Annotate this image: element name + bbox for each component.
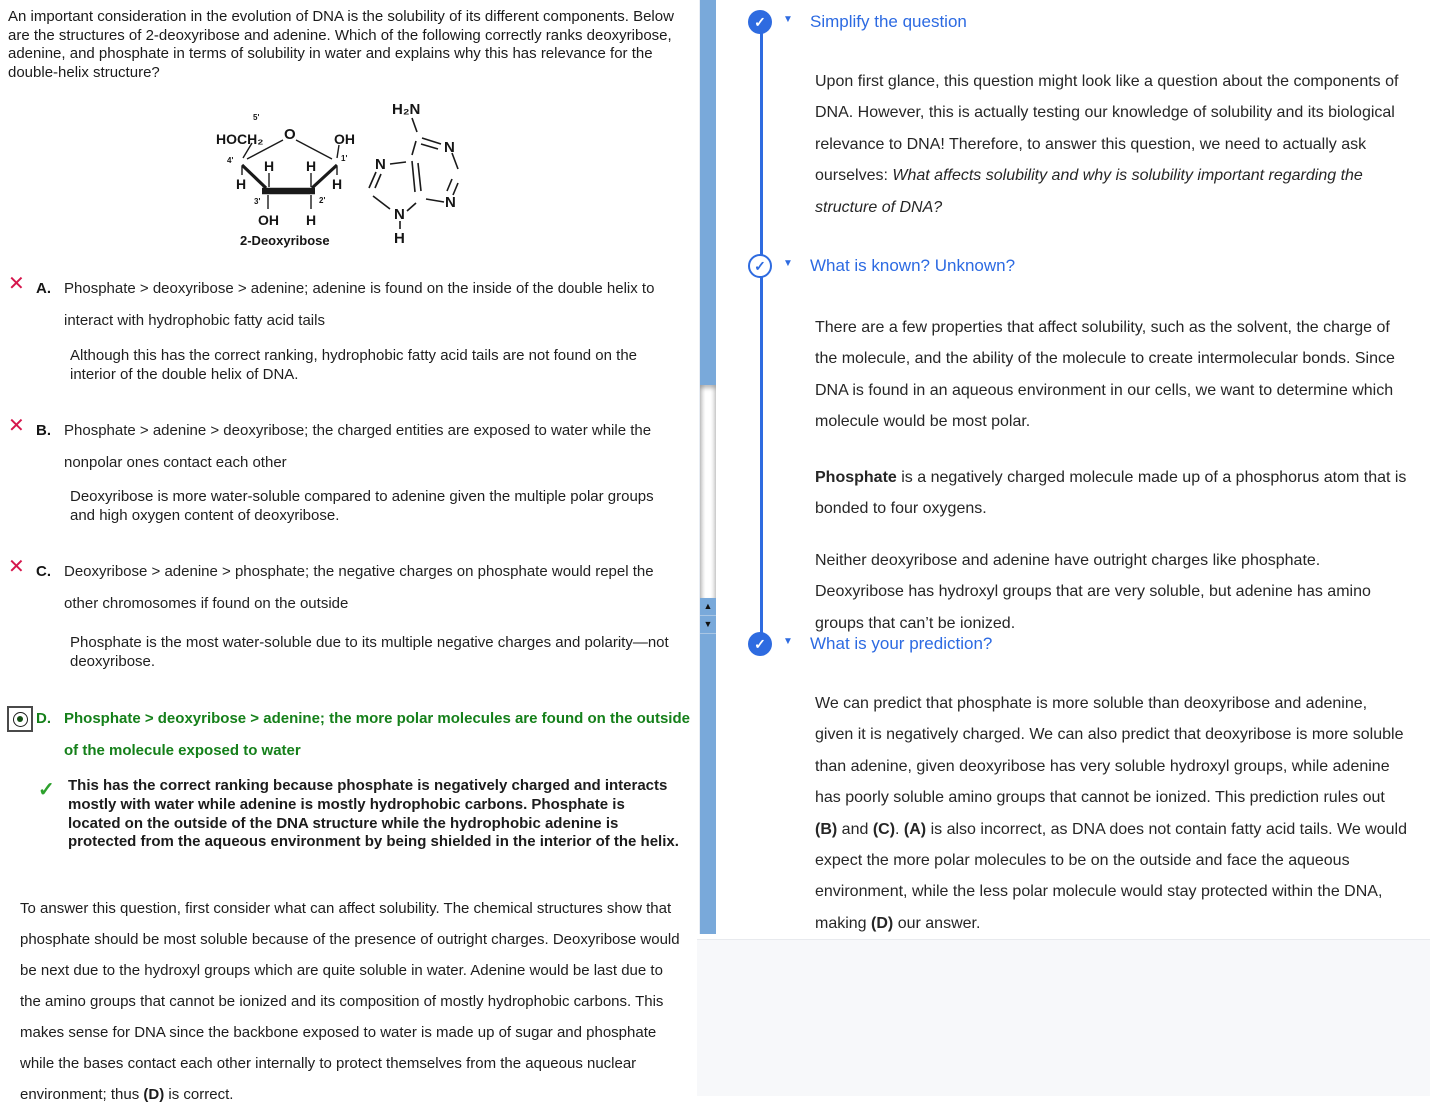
step-check-outline-icon: ✓ — [748, 254, 772, 278]
option-c-explanation: Phosphate is the most water-soluble due to its multiple negative charges and polarity—not deoxyribose. — [70, 634, 669, 670]
label-5-prime: 5' — [253, 113, 260, 122]
incorrect-icon: ✕ — [8, 273, 25, 295]
scroll-up-button[interactable] — [700, 598, 716, 616]
incorrect-icon: ✕ — [8, 556, 25, 578]
question-panel — [0, 0, 697, 1103]
section-known-paragraph-2: Phosphate is a negatively charged molecule made up of a phosphorus atom that is bonded to four oxygens. — [815, 469, 1407, 518]
label-2-prime: 2' — [319, 196, 326, 205]
option-d-letter: D. — [36, 710, 51, 727]
collapse-caret-icon[interactable]: ▼ — [783, 636, 793, 647]
label-h-bottom: H — [306, 212, 317, 228]
label-n9: N — [394, 206, 405, 223]
step-check-filled-icon: ✓ — [748, 632, 772, 656]
option-d-explanation: This has the correct ranking because phosphate is negatively charged and interacts mostly with water while adenine is mostly hydrophobic carbons. Phosphate is located on the outside of the DNA structure while the hydrophobic adenine is protected from the aqueous environment by being shielded in the interior of the helix. — [68, 777, 679, 851]
explanation-panel — [720, 0, 1430, 939]
section-known-paragraph-3: Neither deoxyribose and adenine have outright charges like phosphate. Deoxyribose has hydroxyl groups that are very soluble, but adenine has amino groups that can’t be ionized. — [815, 552, 1371, 632]
section-simplify-body: Upon first glance, this question might look like a question about the components of DNA. However, this is actually testing our knowledge of solubility and its biological relevance to DNA! Therefore, to answer this question, we need to actually ask ourselves: What affects solubility and why is solubility important regarding the structure of DNA? — [815, 73, 1399, 216]
label-h2n: H₂N — [392, 101, 421, 118]
scroll-up-icon: ▲ — [703, 601, 713, 611]
option-c-letter: C. — [36, 563, 51, 580]
question-text: An important consideration in the evolution of DNA is the solubility of its different components. Below are the structures of 2-deoxyribose and adenine. Which of the following correctly ranks deoxyribose, adenine, and phosphate in terms of solubility in water and explains why this has relevance for the double-helix structure? — [8, 8, 674, 82]
structures-svg — [200, 95, 500, 253]
option-c-text: Deoxyribose > adenine > phosphate; the negative charges on phosphate would repel the other chromosomes if found on the outside — [64, 563, 654, 612]
label-n1: N — [444, 139, 455, 156]
collapse-caret-icon[interactable]: ▼ — [783, 258, 793, 269]
label-4-prime: 4' — [227, 156, 234, 165]
section-prediction-header[interactable] — [720, 632, 1420, 658]
label-ring-o: O — [284, 126, 296, 143]
option-b-explanation: Deoxyribose is more water-soluble compared to adenine given the multiple polar groups and high oxygen content of deoxyribose. — [70, 488, 654, 524]
option-a-text: Phosphate > deoxyribose > adenine; adenine is found on the inside of the double helix to interact with hydrophobic fatty acid tails — [64, 280, 655, 329]
incorrect-icon: ✕ — [8, 415, 25, 437]
section-prediction-body: We can predict that phosphate is more soluble than deoxyribose and adenine, given it is negatively charged. We can also predict that deoxyribose is more soluble than adenine, given deoxyribose has very soluble hydroxyl groups, while adenine has poorly soluble amino groups that cannot be ionized. This prediction rules out (B) and (C). (A) is also incorrect, as DNA does not contain fatty acid tails. We would expect the more polar molecules to be on the outside and face the aqueous environment, while the less polar molecule would stay protected within the DNA, making (D) our answer. — [815, 695, 1407, 932]
label-hoch2: HOCH₂ — [216, 131, 264, 147]
label-oh-bottom: OH — [258, 212, 279, 228]
label-oh-top: OH — [334, 131, 355, 147]
section-title[interactable]: What is your prediction? — [810, 634, 993, 653]
sugar-caption: 2-Deoxyribose — [240, 233, 330, 248]
section-known-header[interactable] — [720, 254, 1420, 280]
option-b-text: Phosphate > adenine > deoxyribose; the charged entities are exposed to water while the nonpolar ones contact each other — [64, 422, 652, 471]
timeline-connector — [760, 24, 763, 646]
pane-divider-scrollbar[interactable] — [699, 0, 716, 934]
option-a-explanation: Although this has the correct ranking, hydrophobic fatty acid tails are not found on the interior of the double helix of DNA. — [70, 347, 638, 383]
section-known-paragraph-1: There are a few properties that affect solubility, such as the solvent, the charge of the molecule, and the ability of the molecule to create intermolecular bonds. Since DNA is found in an aqueous environment in our cells, we want to determine which molecule would be most polar. — [815, 319, 1395, 431]
chemical-structures-figure — [200, 95, 500, 253]
label-1-prime: 1' — [341, 154, 348, 163]
section-title[interactable]: What is known? Unknown? — [810, 256, 1016, 275]
option-d-radio[interactable] — [7, 706, 33, 732]
step-check-filled-icon: ✓ — [748, 10, 772, 34]
label-h-c1: H — [332, 176, 343, 192]
option-b-letter: B. — [36, 422, 51, 439]
label-n7: N — [375, 156, 386, 173]
label-h9: H — [394, 230, 405, 247]
label-h-inner-right: H — [306, 158, 317, 174]
correct-check-icon: ✓ — [38, 779, 55, 801]
section-simplify-header[interactable] — [720, 10, 1420, 36]
scroll-down-icon: ▼ — [703, 619, 713, 629]
label-3-prime: 3' — [254, 197, 261, 206]
option-d-text: Phosphate > deoxyribose > adenine; the more polar molecules are found on the outside of the molecule exposed to water — [64, 710, 690, 759]
option-a-letter: A. — [36, 280, 51, 297]
radio-selected-icon — [13, 712, 28, 727]
label-h-c4: H — [236, 176, 247, 192]
collapse-caret-icon[interactable]: ▼ — [783, 14, 793, 25]
section-title[interactable]: Simplify the question — [810, 12, 967, 31]
label-h-inner-left: H — [264, 158, 275, 174]
label-n3: N — [445, 194, 456, 211]
scrollbar-track[interactable] — [700, 385, 716, 598]
bottom-right-empty-panel — [697, 939, 1430, 1096]
solution-text: To answer this question, first consider what can affect solubility. The chemical structures show that phosphate should be most soluble because of the presence of outright charges. Deoxyribose would be next due to the hydroxyl groups which are quite soluble in water. Adenine would be last due to the amino groups that cannot be ionized and its composition of mostly hydrophobic carbons. This makes sense for DNA since the backbone exposed to water is made up of sugar and phosphate while the bases contact each other internally to protect themselves from the aqueous nuclear environment; thus (D) is correct. — [20, 900, 680, 1103]
scroll-down-button[interactable] — [700, 616, 716, 634]
